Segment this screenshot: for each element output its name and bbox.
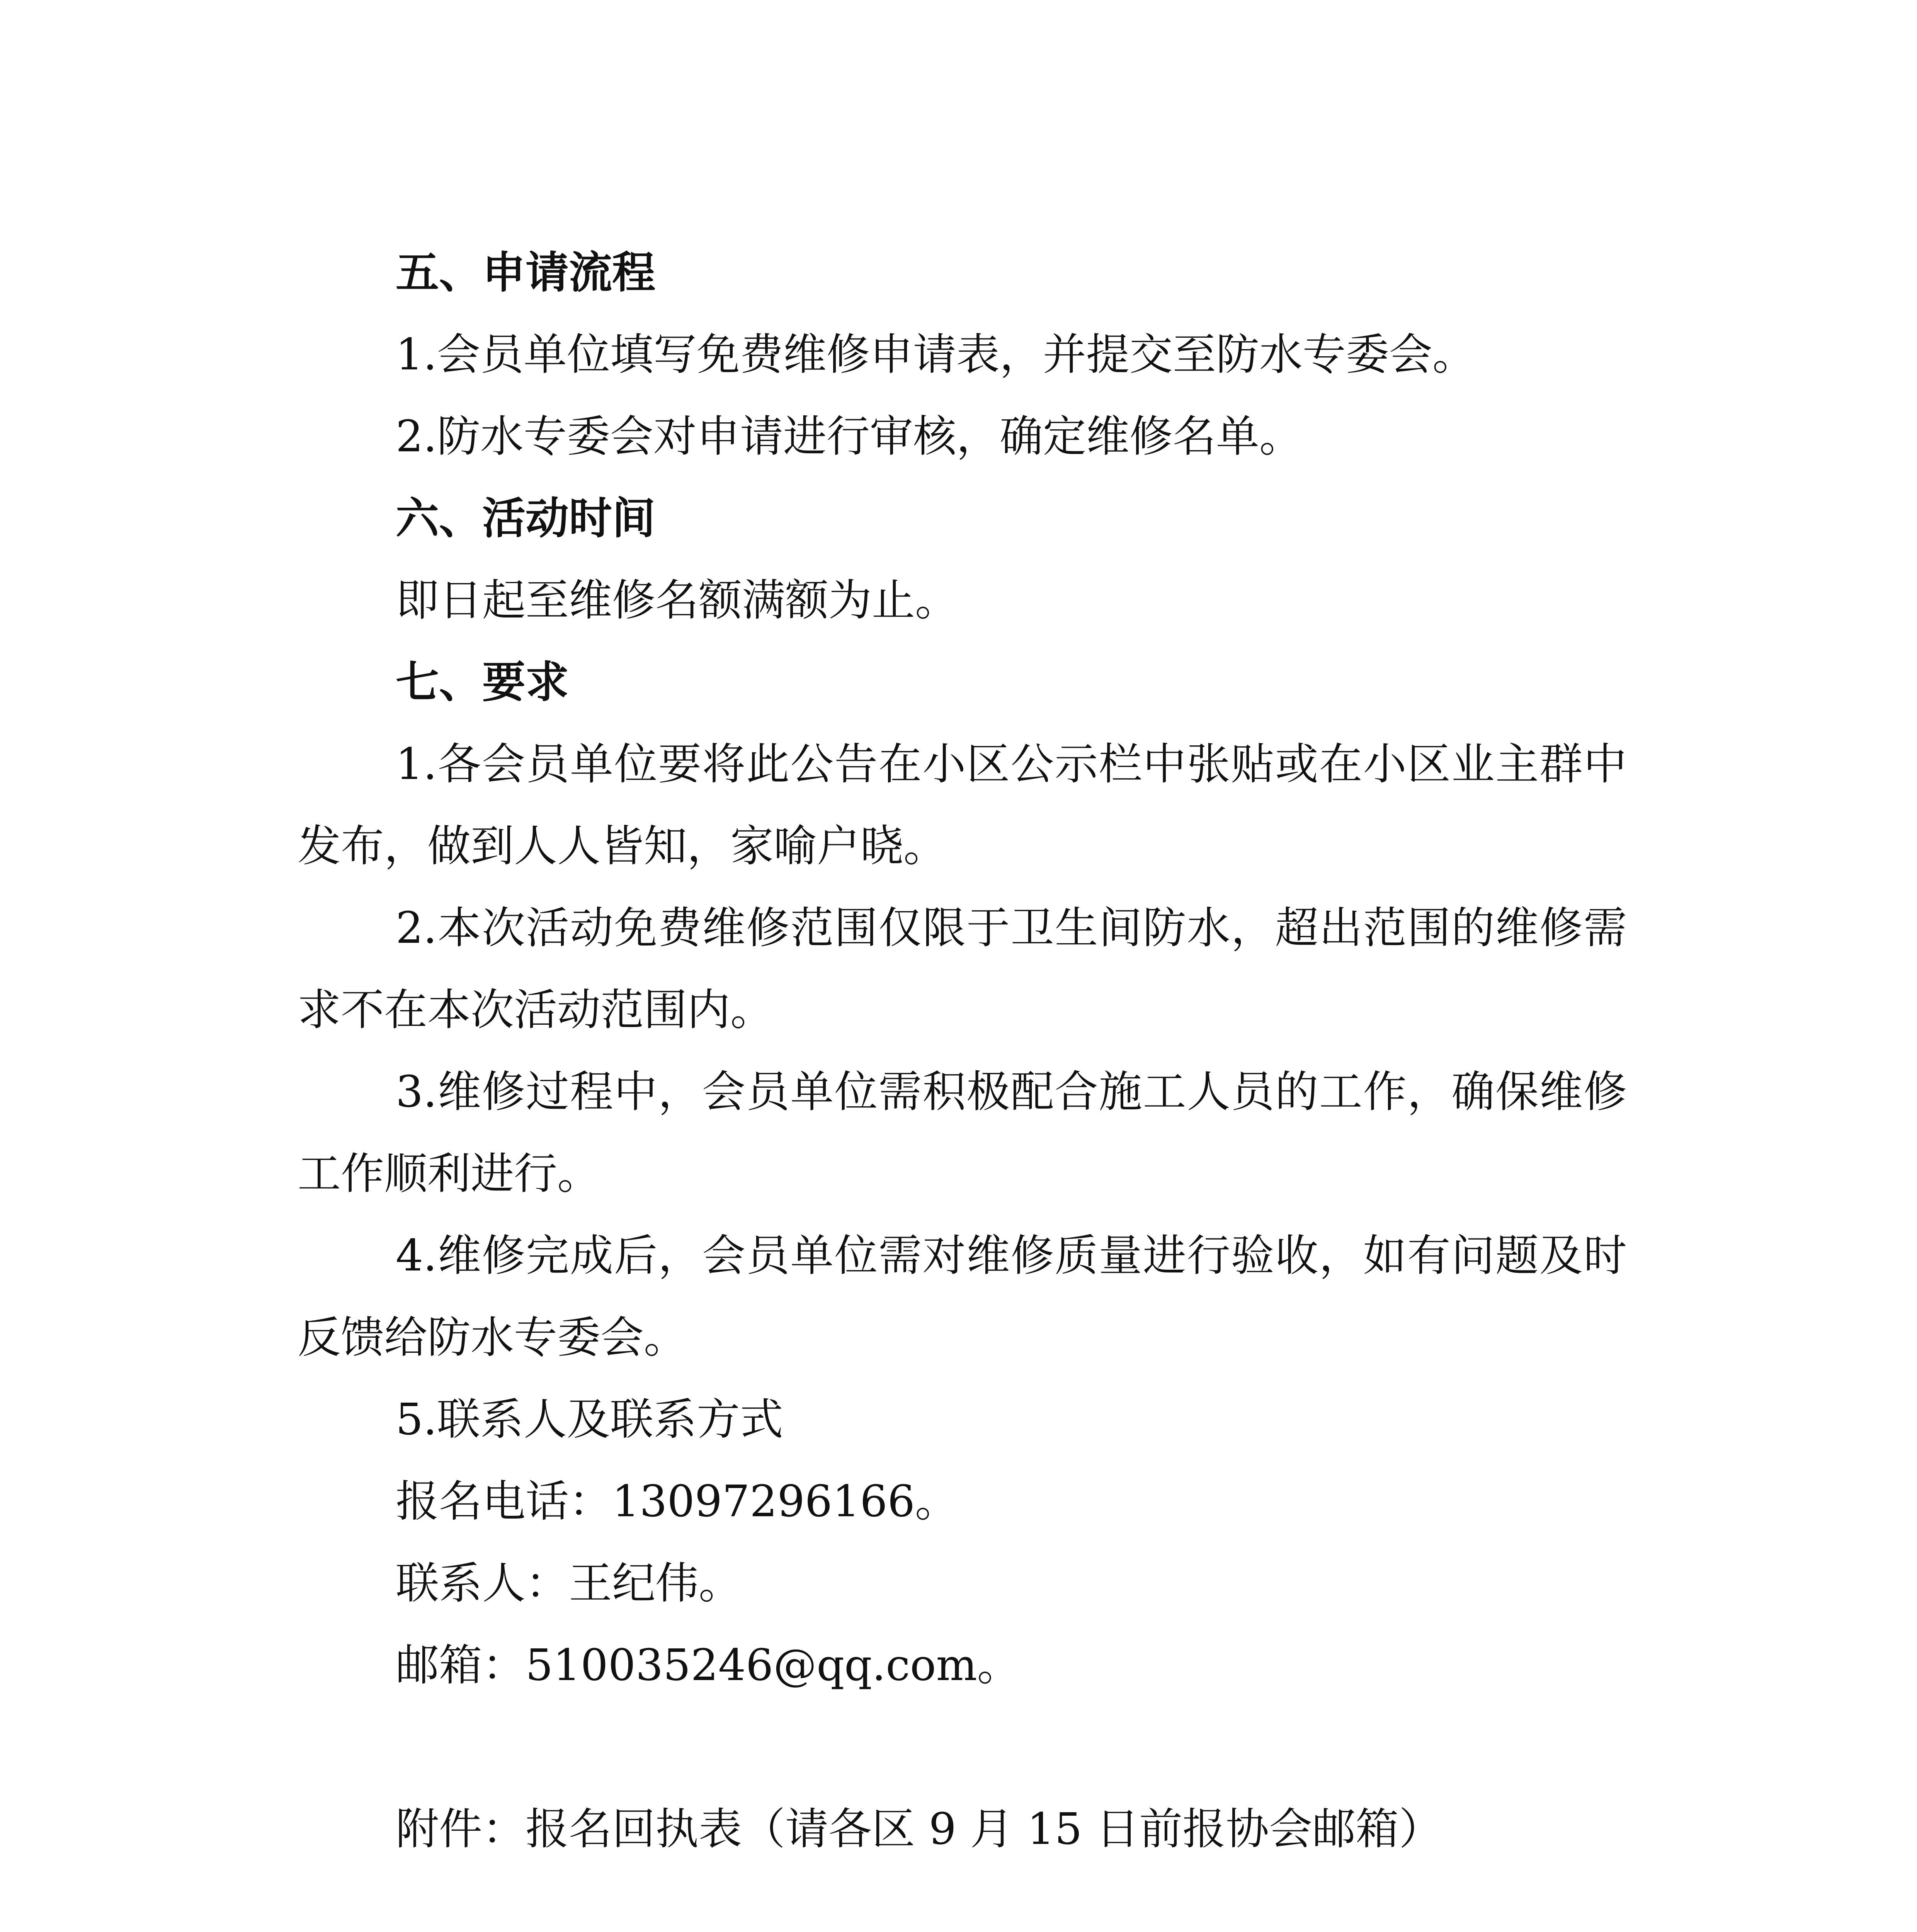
requirement-5-contact-heading: 5.联系人及联系方式: [396, 1395, 783, 1445]
contact-email: 邮箱：510035246@qq.com。: [396, 1640, 1021, 1690]
section-heading-requirements: 七、要求: [396, 657, 569, 707]
requirement-2: 2.本次活动免费维修范围仅限于卫生间防水，超出范围的维修需求不在本次活动范围内。: [298, 903, 1627, 1035]
section-heading-process: 五、申请流程: [396, 248, 655, 298]
process-step-1: 1.会员单位填写免费维修申请表，并提交至防水专委会。: [396, 330, 1476, 380]
requirement-4: 4.维修完成后，会员单位需对维修质量进行验收，如有问题及时反馈给防水专委会。: [298, 1231, 1627, 1363]
process-step-2: 2.防水专委会对申请进行审核，确定维修名单。: [396, 412, 1303, 462]
contact-phone: 报名电话：13097296166。: [396, 1476, 958, 1527]
attachment-note: 附件：报名回执表（请各区 9 月 15 日前报协会邮箱）: [396, 1804, 1442, 1854]
activity-time-text: 即日起至维修名额满额为止。: [396, 575, 958, 626]
document-body: [298, 232, 1627, 1870]
requirement-3: 3.维修过程中，会员单位需积极配合施工人员的工作，确保维修工作顺利进行。: [298, 1067, 1627, 1199]
blank-line: [298, 1706, 1627, 1788]
section-heading-time: 六、活动时间: [396, 493, 655, 544]
contact-person: 联系人：王纪伟。: [396, 1558, 742, 1609]
requirement-1: 1.各会员单位要将此公告在小区公示栏中张贴或在小区业主群中发布，做到人人皆知，家喻户晓。: [298, 739, 1627, 871]
